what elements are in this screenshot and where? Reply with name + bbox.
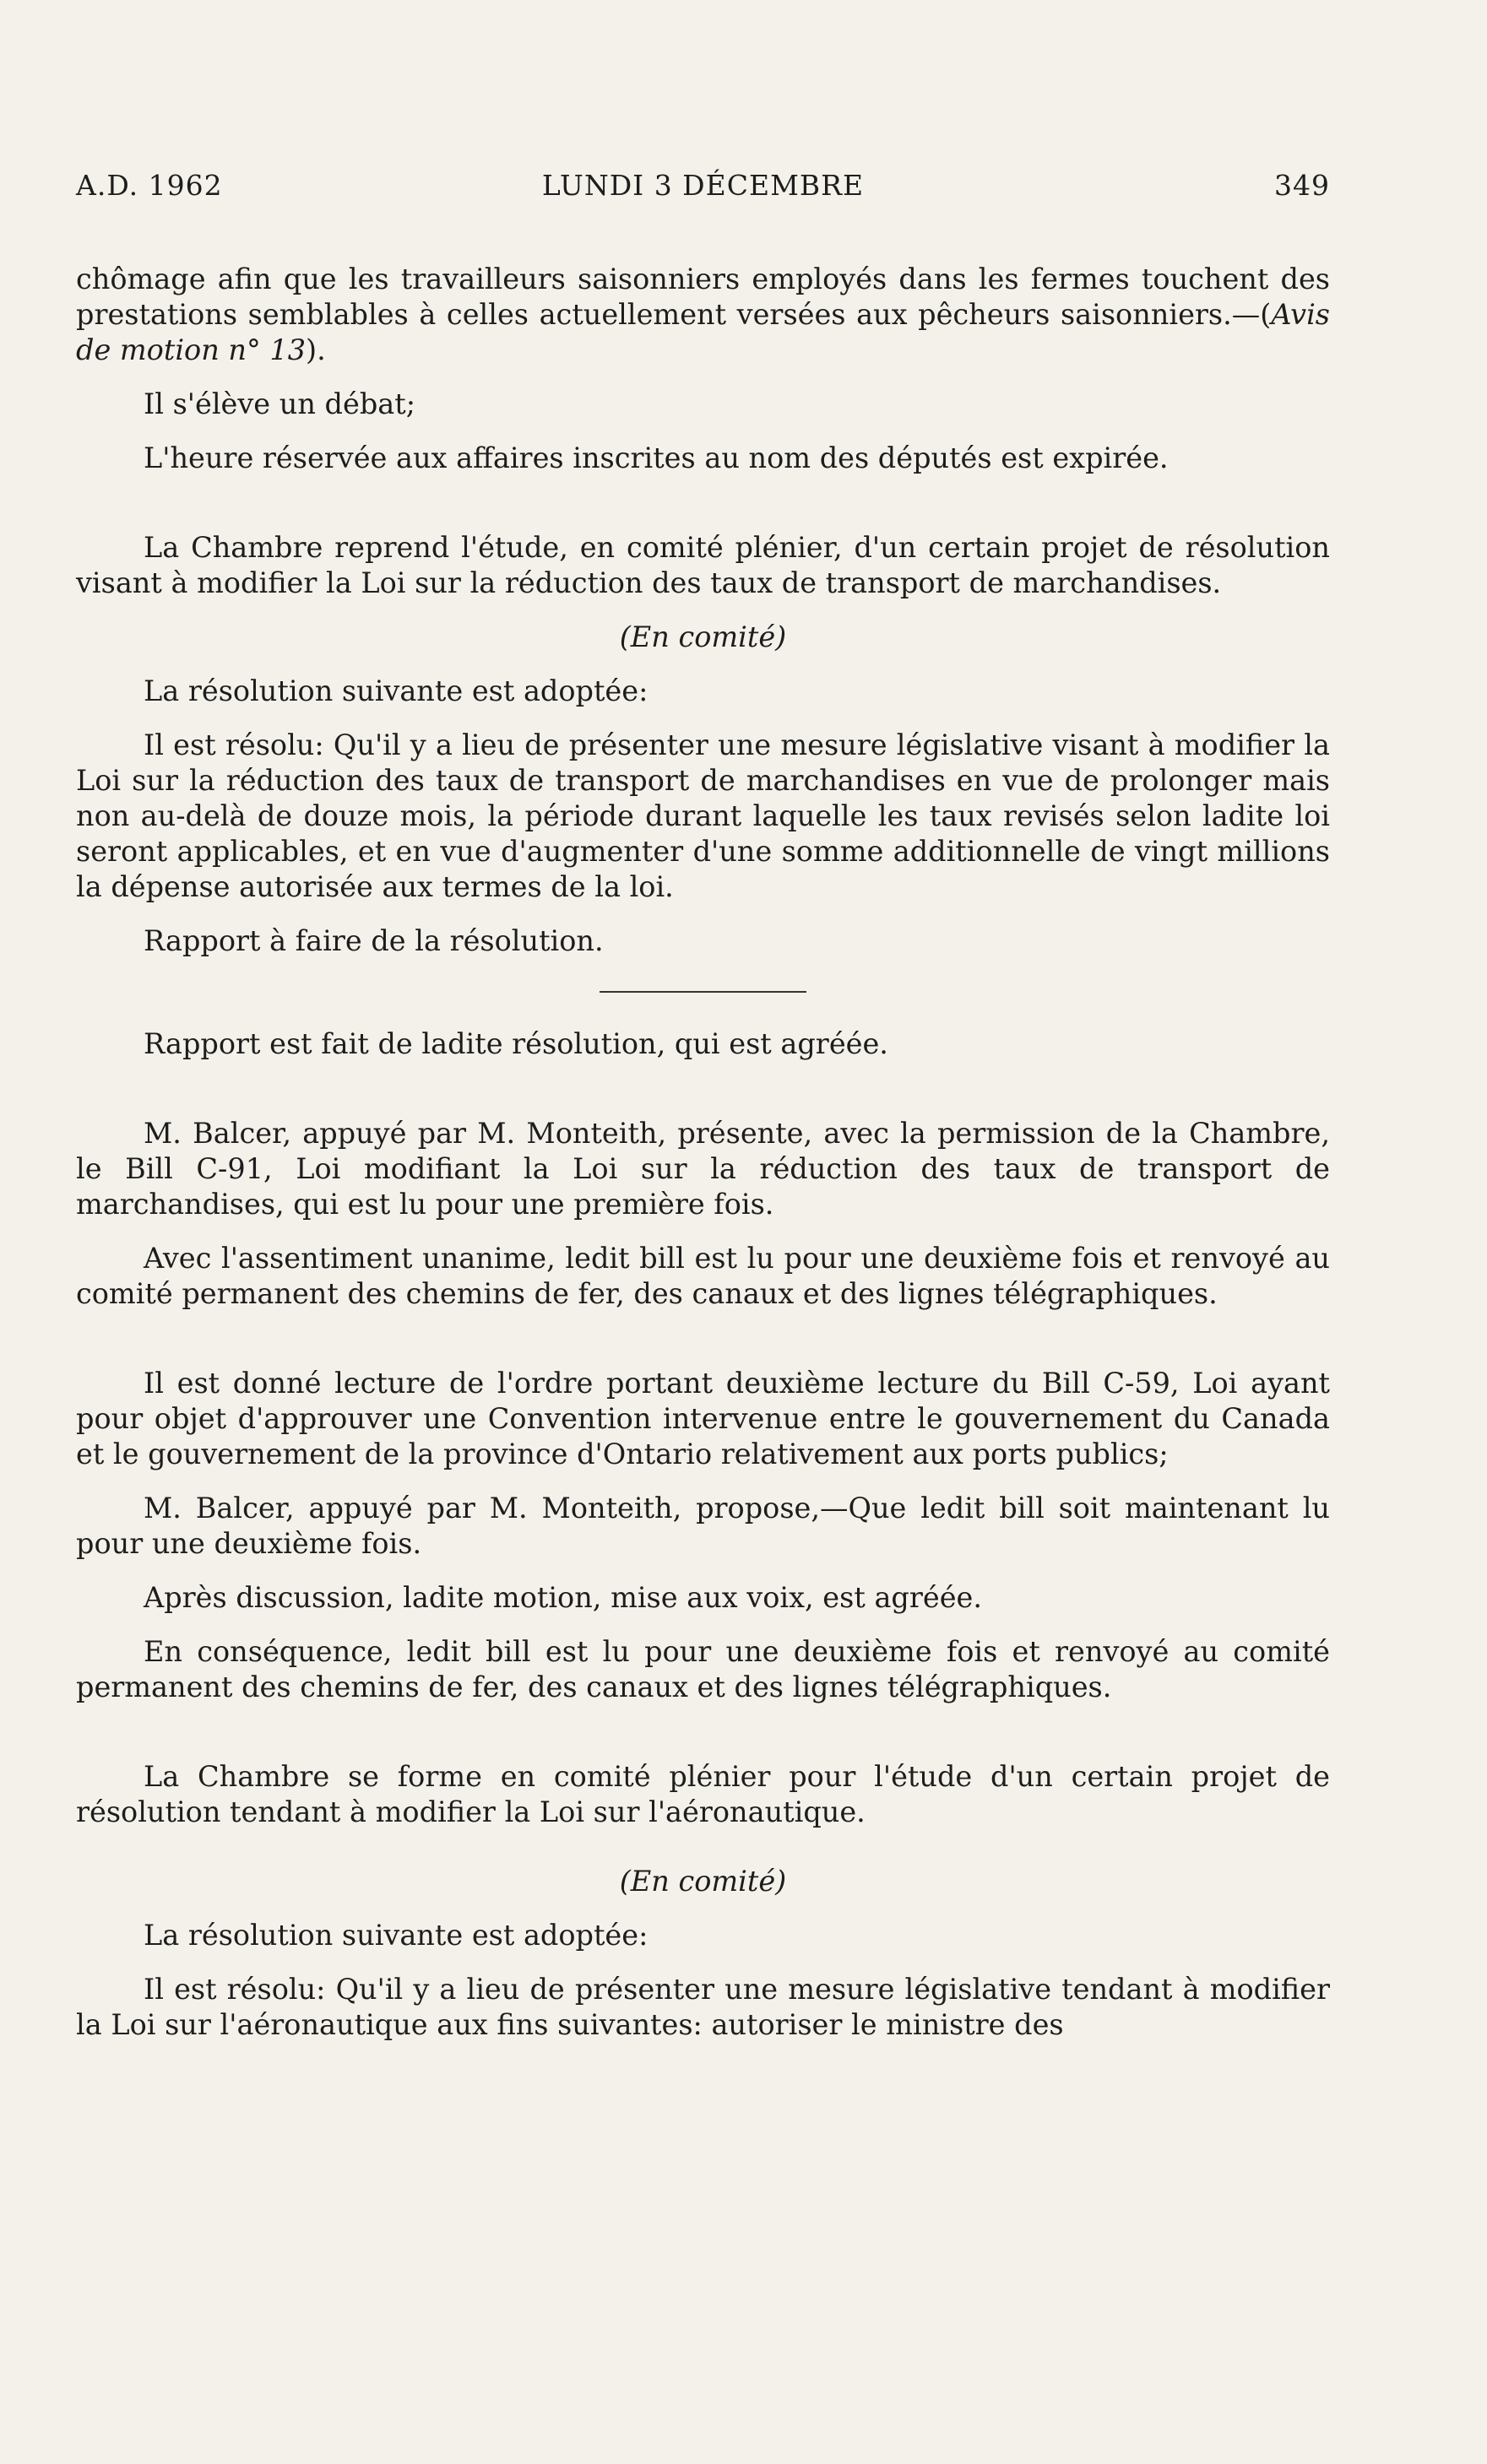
page-header xyxy=(76,169,1330,211)
paragraph-9: Rapport est fait de ladite résolution, qui est agréée. xyxy=(144,1027,888,1060)
paragraph-16: La Chambre se forme en comité plénier pour l'étude d'un certain projet de résolution tendant à modifier la Loi sur l'aéronautique. xyxy=(76,1760,1330,1828)
page-number: 349 xyxy=(1274,169,1330,202)
paragraph-3: L'heure réservée aux affaires inscrites au nom des députés est expirée. xyxy=(144,441,1169,474)
paragraph-14: Après discussion, ladite motion, mise aux voix, est agréée. xyxy=(144,1581,982,1614)
paragraph-6: La résolution suivante est adoptée: xyxy=(144,674,649,707)
paragraph-10: M. Balcer, appuyé par M. Monteith, présente, avec la permission de la Chambre, le Bill C-91, Loi modifiant la Loi sur la réduction des taux de transport de marchandises, qui est lu pour une première fois. xyxy=(76,1117,1330,1221)
header-date: LUNDI 3 DÉCEMBRE xyxy=(541,169,865,202)
paragraph-13: M. Balcer, appuyé par M. Monteith, propose,—Que ledit bill soit maintenant lu pour une deuxième fois. xyxy=(76,1492,1330,1560)
section-heading-en-comite-2: (En comité) xyxy=(619,1865,787,1898)
section-heading-en-comite: (En comité) xyxy=(619,620,787,653)
paragraph-7: Il est résolu: Qu'il y a lieu de présenter une mesure législative visant à modifier la Loi sur la réduction des taux de transport de marchandises en vue de prolonger mais non au-delà de douze mois, la période durant laquelle les taux revisés selon ladite loi seront applicables, et en vue d'augmenter d'une somme additionnelle de vingt millions la dépense autorisée aux termes de la loi. xyxy=(76,728,1330,903)
paragraph-11: Avec l'assentiment unanime, ledit bill est lu pour une deuxième fois et renvoyé au comité permanent des chemins de fer, des canaux et des lignes télégraphiques. xyxy=(76,1242,1330,1310)
paragraph-2: Il s'élève un débat; xyxy=(144,387,415,420)
section-divider xyxy=(600,991,806,993)
paragraph-12: Il est donné lecture de l'ordre portant deuxième lecture du Bill C-59, Loi ayant pour objet d'approuver une Convention intervenue entre le gouvernement du Canada et le gouvernement de la province d'Ontario relativement aux ports publics; xyxy=(76,1367,1330,1470)
page-body xyxy=(76,262,1330,2043)
paragraph-8: Rapport à faire de la résolution. xyxy=(144,924,604,957)
paragraph-19: Il est résolu: Qu'il y a lieu de présenter une mesure législative tendant à modifier la Loi sur l'aéronautique aux fins suivantes: autoriser le ministre des xyxy=(76,1973,1330,2041)
header-year: A.D. 1962 xyxy=(76,169,223,202)
paragraph-1: chômage afin que les travailleurs saisonniers employés dans les fermes touchent des prestations semblables à celles actuellement versées aux pêcheurs saisonniers.—(Avis de motion n° 13). xyxy=(76,263,1330,366)
paragraph-15: En conséquence, ledit bill est lu pour une deuxième fois et renvoyé au comité permanent des chemins de fer, des canaux et des lignes télégraphiques. xyxy=(76,1635,1330,1703)
paragraph-18: La résolution suivante est adoptée: xyxy=(144,1919,649,1952)
paragraph-4: La Chambre reprend l'étude, en comité plénier, d'un certain projet de résolution visant à modifier la Loi sur la réduction des taux de transport de marchandises. xyxy=(76,531,1330,599)
